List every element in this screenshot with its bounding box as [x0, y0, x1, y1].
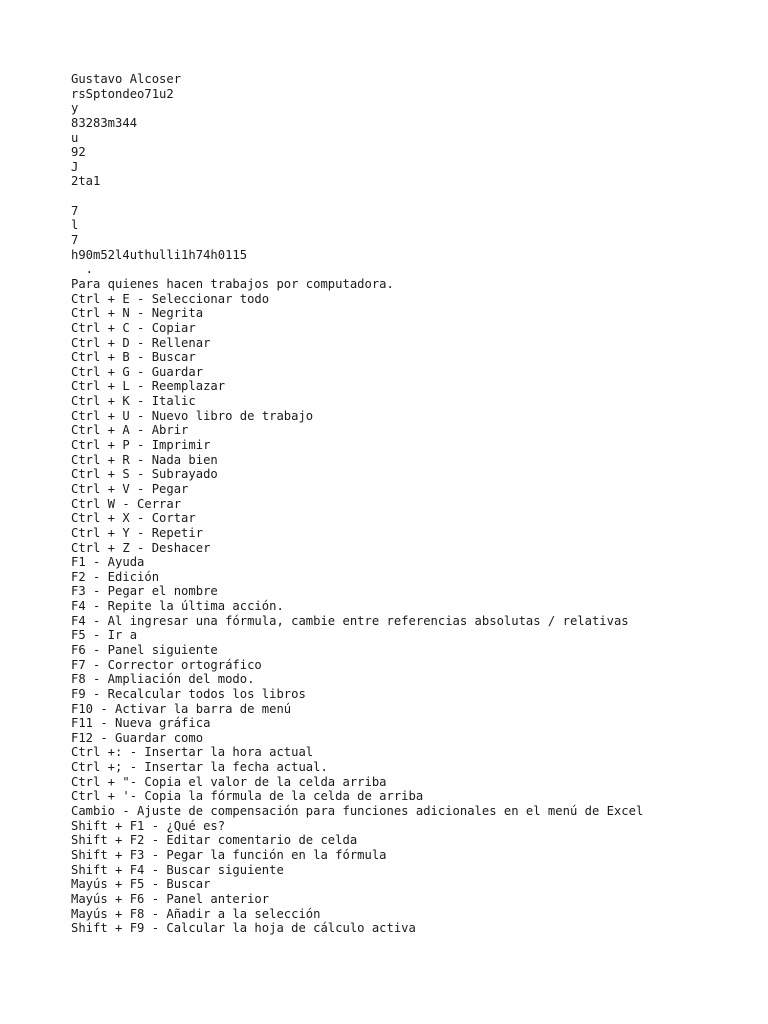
document-line: 7	[71, 233, 79, 248]
document-line: Mayús + F8 - Añadir a la selección	[71, 906, 321, 921]
document-line: F8 - Ampliación del modo.	[71, 672, 255, 687]
document-line: Para quienes hacen trabajos por computadora.	[71, 276, 394, 291]
document-line: y	[71, 101, 79, 116]
document-line: F7 - Corrector ortográfico	[71, 657, 262, 672]
document-line: Ctrl + K - Italic	[71, 394, 196, 409]
document-line: l	[71, 218, 79, 233]
document-line: Ctrl W - Cerrar	[71, 496, 182, 511]
document-line	[71, 189, 643, 204]
document-line: J	[71, 159, 79, 174]
document-line: Mayús + F6 - Panel anterior	[71, 891, 270, 906]
document-line: F1 - Ayuda	[71, 555, 145, 570]
document-line: Ctrl + G - Guardar	[71, 364, 204, 379]
document-line: Ctrl + Y - Repetir	[71, 525, 204, 540]
document-line: 7	[71, 203, 79, 218]
document-line: Ctrl + E - Seleccionar todo	[71, 291, 270, 306]
document-line: Ctrl +; - Insertar la fecha actual.	[71, 760, 328, 775]
document-line: Shift + F3 - Pegar la función en la fórmula	[71, 847, 387, 862]
document-line: F4 - Repite la última acción.	[71, 599, 284, 614]
document-line: F12 - Guardar como	[71, 730, 204, 745]
document-line: Ctrl + S - Subrayado	[71, 467, 218, 482]
document-line: Ctrl + U - Nuevo libro de trabajo	[71, 408, 314, 423]
document-line: Mayús + F5 - Buscar	[71, 877, 211, 892]
document-line: 83283m344	[71, 115, 138, 130]
document-line: Ctrl + B - Buscar	[71, 350, 196, 365]
document-line: Ctrl + X - Cortar	[71, 511, 196, 526]
document-line: F10 - Activar la barra de menú	[71, 701, 292, 716]
document-line: Gustavo Alcoser	[71, 72, 182, 86]
document-line: Ctrl + D - Rellenar	[71, 335, 211, 350]
document-line: .	[71, 262, 94, 277]
document-body	[71, 72, 643, 936]
document-line: Ctrl + N - Negrita	[71, 306, 204, 321]
document-line: 92	[71, 145, 86, 160]
document-line: Ctrl + Z - Deshacer	[71, 540, 211, 555]
document-line: Shift + F1 - ¿Qué es?	[71, 818, 226, 833]
document-line: Cambio - Ajuste de compensación para funciones adicionales en el menú de Excel	[71, 804, 644, 819]
document-line: F2 - Edición	[71, 569, 160, 584]
document-line: Shift + F9 - Calcular la hoja de cálculo activa	[71, 921, 416, 936]
document-line: Ctrl + C - Copiar	[71, 320, 196, 335]
document-line: F11 - Nueva gráfica	[71, 716, 211, 731]
document-line: 2ta1	[71, 174, 101, 189]
document-line: h90m52l4uthulli1h74h0115	[71, 247, 248, 262]
document-line: Ctrl + V - Pegar	[71, 481, 189, 496]
document-line: Ctrl + R - Nada bien	[71, 452, 218, 467]
document-line: Shift + F4 - Buscar siguiente	[71, 862, 284, 877]
document-line: Ctrl + A - Abrir	[71, 423, 189, 438]
document-line: rsSptondeo71u2	[71, 86, 174, 101]
document-line: F5 - Ir a	[71, 628, 138, 643]
document-line: Shift + F2 - Editar comentario de celda	[71, 833, 358, 848]
document-line: Ctrl + '- Copia la fórmula de la celda de arriba	[71, 789, 424, 804]
document-line: F9 - Recalcular todos los libros	[71, 686, 306, 701]
document-line: Ctrl + "- Copia el valor de la celda arriba	[71, 774, 387, 789]
document-line: F4 - Al ingresar una fórmula, cambie entre referencias absolutas / relativas	[71, 613, 629, 628]
document-line: Ctrl +: - Insertar la hora actual	[71, 745, 314, 760]
document-line: F3 - Pegar el nombre	[71, 584, 218, 599]
document-line: Ctrl + L - Reemplazar	[71, 379, 226, 394]
document-line: F6 - Panel siguiente	[71, 642, 218, 657]
document-line: Ctrl + P - Imprimir	[71, 438, 211, 453]
document-line: u	[71, 130, 79, 145]
